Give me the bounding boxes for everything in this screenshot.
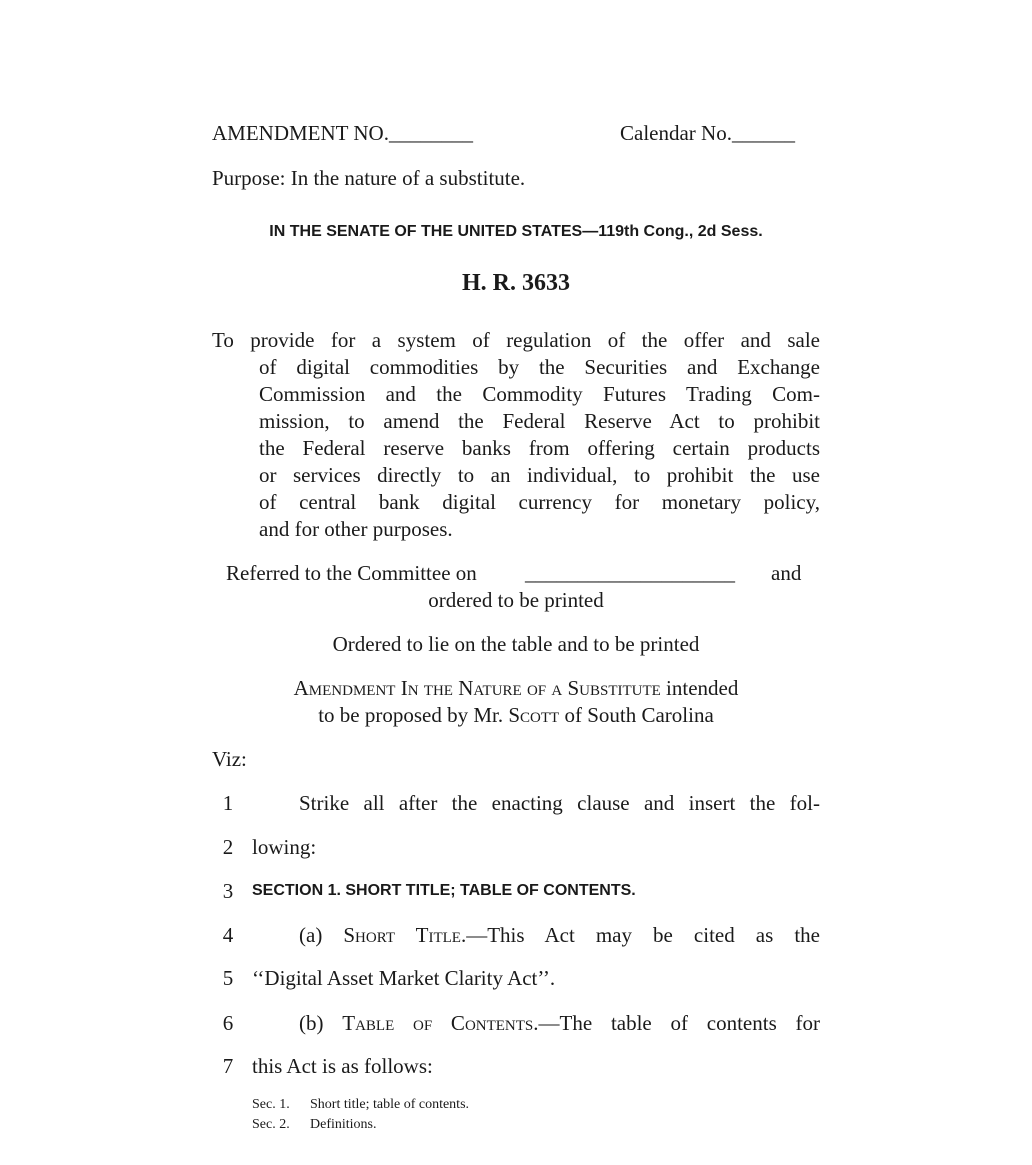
referral-prefix: Referred to the Committee on (226, 561, 477, 585)
line-text: lowing: (252, 835, 317, 859)
long-title-line-4: mission, to amend the Federal Reserve Act to prohibit (259, 409, 820, 433)
senate-line: IN THE SENATE OF THE UNITED STATES—119th Cong., 2d Sess. (269, 223, 763, 240)
toc-section-number: Sec. 2. (252, 1117, 290, 1132)
line-text: Strike all after the enacting clause and insert the fol- (299, 791, 820, 815)
subsection-heading: Table of Contents (342, 1011, 534, 1035)
long-title-line-8: and for other purposes. (259, 517, 453, 541)
long-title-line-1: To provide for a system of regulation of the offer and sale (212, 328, 820, 352)
line-number: 3 (222, 879, 234, 903)
subsection-label: (a) (299, 923, 344, 947)
long-title-line-5: the Federal reserve banks from offering certain products (259, 436, 820, 460)
line-number: 7 (222, 1054, 234, 1078)
line-text: ‘‘Digital Asset Market Clarity Act’’. (252, 966, 556, 990)
subsection-text: .—This Act may be cited as the (460, 923, 821, 947)
toc-section-title: Definitions. (310, 1117, 377, 1132)
long-title-line-7: of central bank digital currency for monetary policy, (259, 490, 820, 514)
line-number: 6 (222, 1011, 234, 1035)
viz-label: Viz: (212, 747, 247, 771)
line-number: 4 (222, 923, 234, 947)
sponsor-suffix: of South Carolina (559, 703, 714, 727)
line-text: this Act is as follows: (252, 1054, 433, 1078)
amendment-title-suffix: intended (660, 676, 739, 700)
amendment-title-smallcaps: Amendment In the Nature of a Substitute (293, 676, 661, 700)
section-heading: SECTION 1. SHORT TITLE; TABLE OF CONTENTS. (252, 882, 636, 899)
line-number: 1 (222, 791, 234, 815)
long-title-line-6: or services directly to an individual, to prohibit the use (259, 463, 820, 487)
line-number: 5 (222, 966, 234, 990)
line-text (299, 1011, 820, 1036)
long-title-line-2: of digital commodities by the Securities and Exchange (259, 355, 820, 379)
subsection-heading: Short Title (343, 923, 461, 947)
toc-section-title: Short title; table of contents. (310, 1097, 470, 1112)
long-title-line-3: Commission and the Commodity Futures Trading Com- (259, 382, 820, 406)
toc-section-number: Sec. 1. (252, 1097, 290, 1112)
purpose: Purpose: In the nature of a substitute. (212, 166, 526, 190)
referral-suffix: and (771, 561, 802, 585)
sponsor-name: Scott (508, 703, 560, 727)
line-text (299, 923, 820, 948)
bill-number: H. R. 3633 (462, 270, 570, 296)
subsection-label: (b) (299, 1011, 343, 1035)
amendment-number: AMENDMENT NO.________ (212, 121, 473, 145)
referral-ordered-printed: ordered to be printed (428, 588, 604, 612)
subsection-text: .—The table of contents for (533, 1011, 820, 1035)
amendment-title (212, 676, 820, 701)
amendment-sponsor-line (212, 703, 820, 728)
toc-entry (252, 1097, 469, 1113)
sponsor-prefix: to be proposed by Mr. (318, 703, 509, 727)
ordered-to-lie: Ordered to lie on the table and to be printed (332, 632, 700, 656)
line-number: 2 (222, 835, 234, 859)
referral-committee-blank: ____________________ (525, 561, 735, 585)
calendar-number: Calendar No.______ (620, 121, 795, 145)
toc-entry (252, 1117, 377, 1133)
